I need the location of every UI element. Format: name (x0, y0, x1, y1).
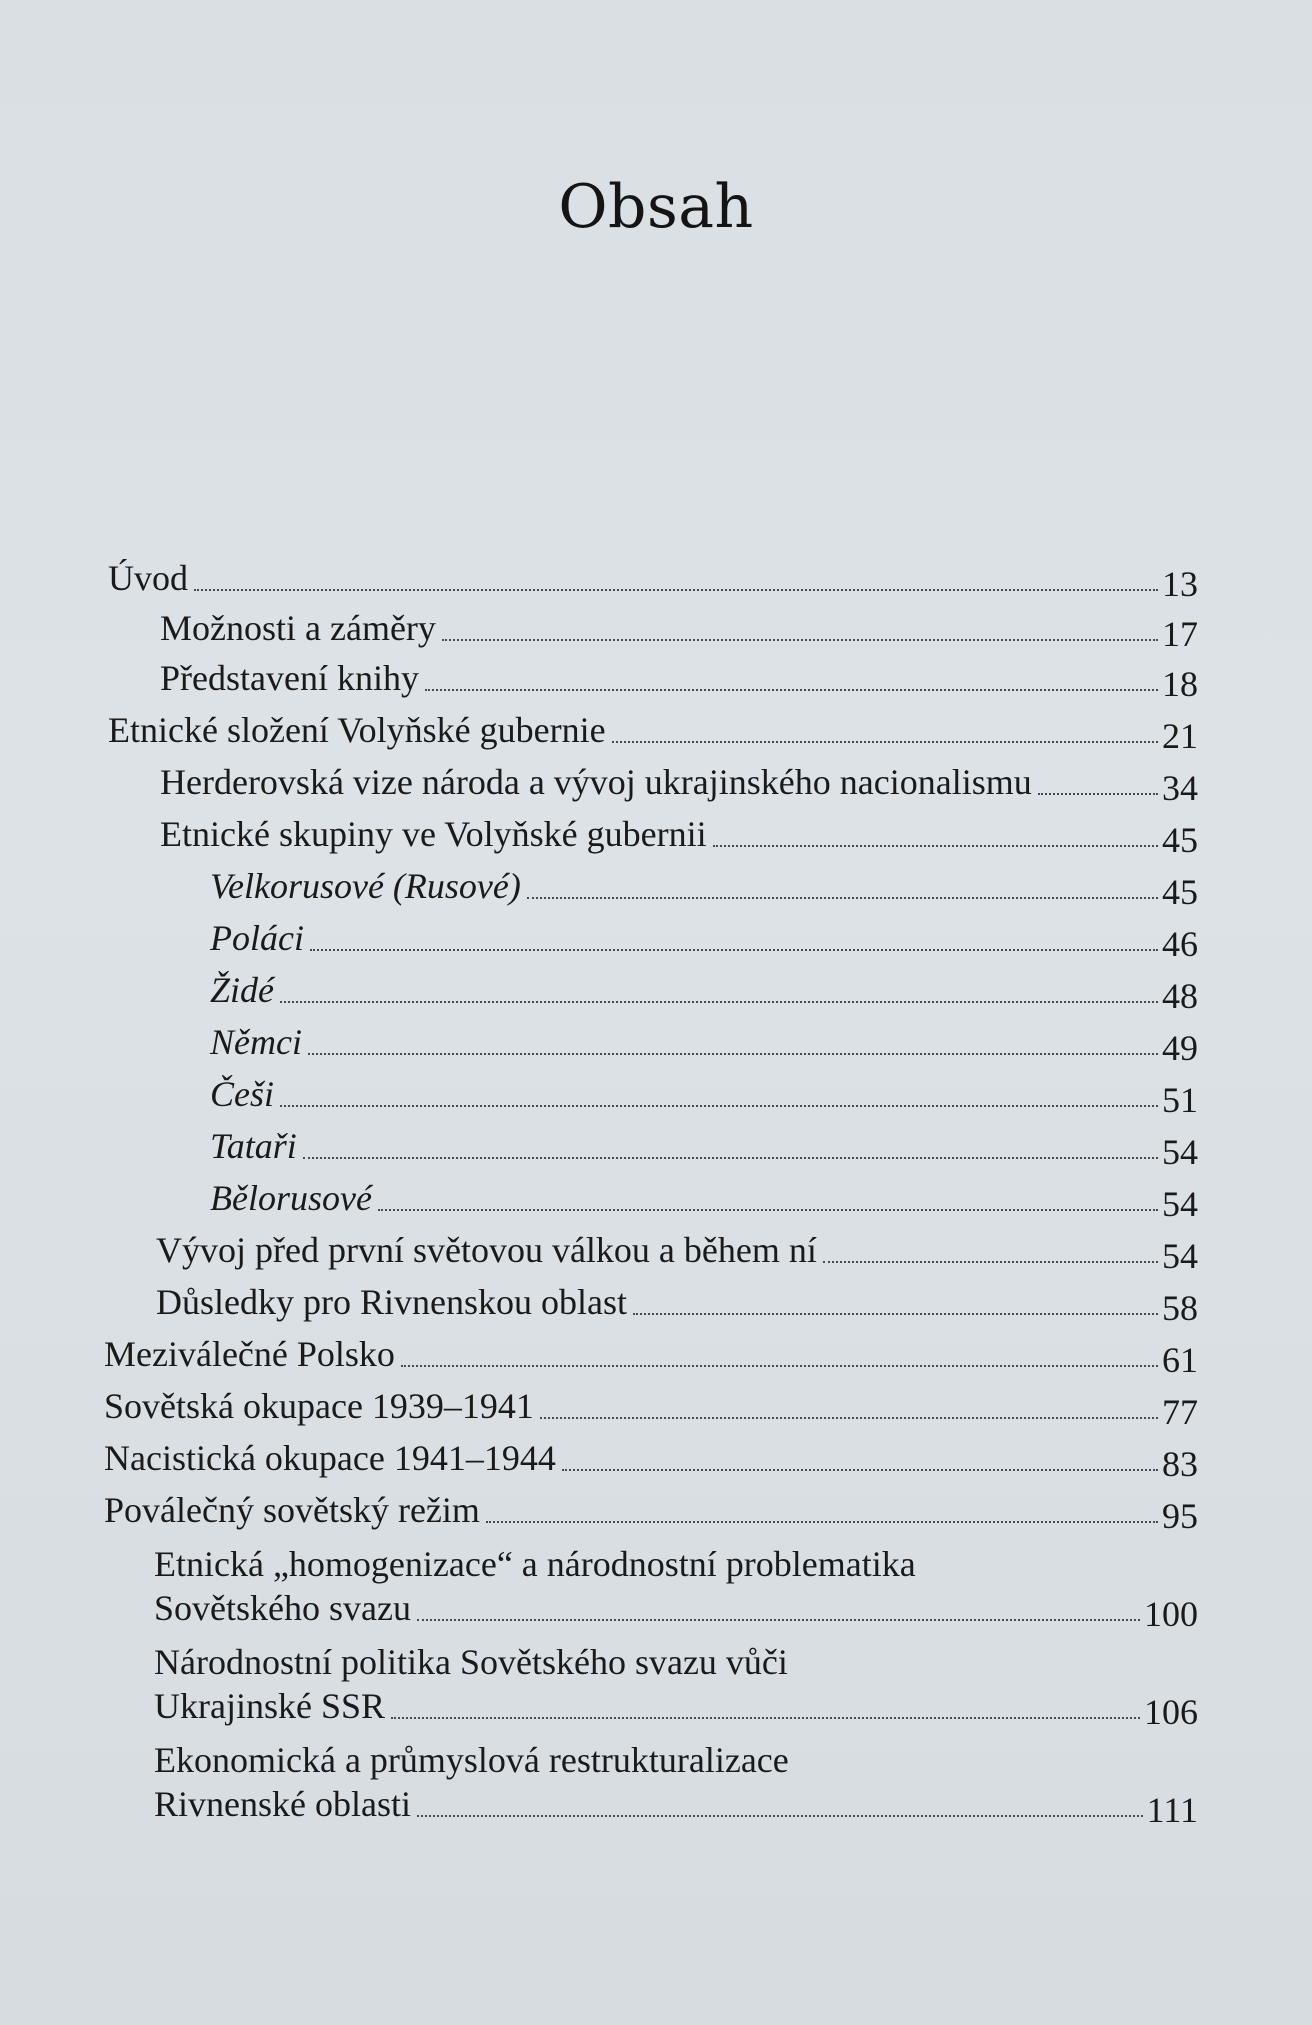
dot-leader (417, 1619, 1140, 1621)
toc-entry-page: 54 (1162, 1236, 1198, 1276)
toc-entry-cesi[interactable] (210, 1072, 1198, 1120)
toc-entry-label: Sovětská okupace 1939–1941 (104, 1386, 534, 1426)
toc-entry-page: 95 (1162, 1496, 1198, 1536)
page-title: Obsah (558, 172, 754, 242)
toc-entry-page: 58 (1162, 1288, 1198, 1328)
toc-entry-label-line2: Ukrajinské SSR (154, 1686, 386, 1726)
toc-entry-label: Češi (210, 1074, 275, 1114)
toc-entry-page: 54 (1162, 1132, 1198, 1172)
toc-entry-vyvoj-pred-valkou[interactable] (156, 1228, 1198, 1276)
dot-leader (425, 689, 1158, 691)
dot-leader (194, 589, 1158, 591)
dot-leader (310, 949, 1158, 951)
toc-entry-page: 54 (1162, 1184, 1198, 1224)
dot-leader (486, 1521, 1158, 1523)
toc-entry-label-line1: Ekonomická a průmyslová restrukturalizace (154, 1740, 789, 1780)
toc-entry-page: 51 (1162, 1080, 1198, 1120)
toc-entry-page: 45 (1162, 872, 1198, 912)
toc-entry-label: Tataři (210, 1126, 297, 1166)
dot-leader (442, 639, 1158, 641)
toc-entry-page: 49 (1162, 1028, 1198, 1068)
toc-entry-etnicke-slozeni[interactable] (108, 708, 1198, 756)
dot-leader (713, 845, 1158, 847)
toc-entry-page: 45 (1162, 820, 1198, 860)
toc-entry-page: 46 (1162, 924, 1198, 964)
toc-entry-label-line1: Etnická „homogenizace“ a národnostní problematika (154, 1544, 916, 1584)
dot-leader (401, 1365, 1158, 1367)
dot-leader (540, 1417, 1158, 1419)
toc-entry-page: 111 (1146, 1790, 1198, 1830)
dot-leader (633, 1313, 1158, 1315)
toc-entry-second-row (154, 1782, 1198, 1830)
toc-entry-page: 21 (1162, 716, 1198, 756)
toc-entry-tatari[interactable] (210, 1124, 1198, 1172)
toc-entry-page: 100 (1144, 1594, 1198, 1634)
toc-entry-page: 34 (1162, 768, 1198, 808)
toc-entry-page: 77 (1162, 1392, 1198, 1432)
dot-leader (303, 1157, 1158, 1159)
toc-entry-dusledky[interactable] (156, 1280, 1198, 1328)
dot-leader (378, 1209, 1158, 1211)
toc-entry-page: 17 (1162, 614, 1198, 654)
toc-entry-label: Velkorusové (Rusové) (210, 866, 521, 906)
toc-entry-narodnostni-politika[interactable] (154, 1640, 1198, 1732)
toc-entry-second-row (154, 1684, 1198, 1732)
toc-entry-label: Poláci (210, 918, 304, 958)
toc-entry-nemci[interactable] (210, 1020, 1198, 1068)
toc-entry-uvod[interactable] (108, 556, 1198, 604)
dot-leader (527, 897, 1158, 899)
toc-entry-label: Židé (210, 970, 275, 1010)
toc-entry-ekonomicka[interactable] (154, 1738, 1198, 1830)
dot-leader (417, 1815, 1143, 1817)
toc-entry-povalecny[interactable] (104, 1488, 1198, 1536)
toc-entry-mezivalecne[interactable] (104, 1332, 1198, 1380)
toc-entry-page: 83 (1162, 1444, 1198, 1484)
dot-leader (1038, 793, 1158, 795)
toc-entry-sovetska-okupace[interactable] (104, 1384, 1198, 1432)
toc-entry-label: Etnické složení Volyňské gubernie (108, 710, 606, 750)
dot-leader (391, 1717, 1140, 1719)
toc-entry-label: Vývoj před první světovou válkou a během ní (156, 1230, 817, 1270)
dot-leader (612, 741, 1158, 743)
toc-entry-page: 13 (1162, 564, 1198, 604)
dot-leader (308, 1053, 1158, 1055)
toc-entry-zide[interactable] (210, 968, 1198, 1016)
toc-entry-page: 48 (1162, 976, 1198, 1016)
toc-entry-moznosti[interactable] (160, 606, 1198, 654)
dot-leader (280, 1001, 1158, 1003)
toc-entry-label: Herderovská vize národa a vývoj ukrajinského nacionalismu (160, 762, 1032, 802)
toc-entry-nacisticka-okupace[interactable] (104, 1436, 1198, 1484)
toc-entry-label: Poválečný sovětský režim (104, 1490, 480, 1530)
toc-entry-page: 61 (1162, 1340, 1198, 1380)
toc-entry-homogenizace[interactable] (154, 1542, 1198, 1634)
toc-entry-label: Úvod (108, 558, 188, 598)
toc-entry-predstaveni[interactable] (160, 656, 1198, 704)
toc-entry-label-line2: Rivnenské oblasti (154, 1784, 411, 1824)
toc-entry-velkorusove[interactable] (210, 864, 1198, 912)
toc-entry-label: Nacistická okupace 1941–1944 (104, 1438, 556, 1478)
toc-entry-label: Němci (210, 1022, 302, 1062)
toc-entry-label: Představení knihy (160, 658, 419, 698)
toc-entry-herderovska[interactable] (160, 760, 1198, 808)
dot-leader (823, 1261, 1158, 1263)
dot-leader (562, 1469, 1158, 1471)
toc-entry-page: 18 (1162, 664, 1198, 704)
toc-entry-label: Bělorusové (210, 1178, 372, 1218)
toc-entry-polaci[interactable] (210, 916, 1198, 964)
toc-entry-belorusove[interactable] (210, 1176, 1198, 1224)
dot-leader (280, 1105, 1158, 1107)
toc-entry-label: Etnické skupiny ve Volyňské gubernii (160, 814, 707, 854)
toc-entry-label-line1: Národnostní politika Sovětského svazu vůči (154, 1642, 788, 1682)
toc-entry-label-line2: Sovětského svazu (154, 1588, 411, 1628)
toc-entry-page: 106 (1144, 1692, 1198, 1732)
toc-entry-label: Meziválečné Polsko (104, 1334, 395, 1374)
toc-entry-etnicke-skupiny[interactable] (160, 812, 1198, 860)
toc-entry-label: Možnosti a záměry (160, 608, 436, 648)
toc-entry-second-row (154, 1586, 1198, 1634)
toc-entry-label: Důsledky pro Rivnenskou oblast (156, 1282, 627, 1322)
